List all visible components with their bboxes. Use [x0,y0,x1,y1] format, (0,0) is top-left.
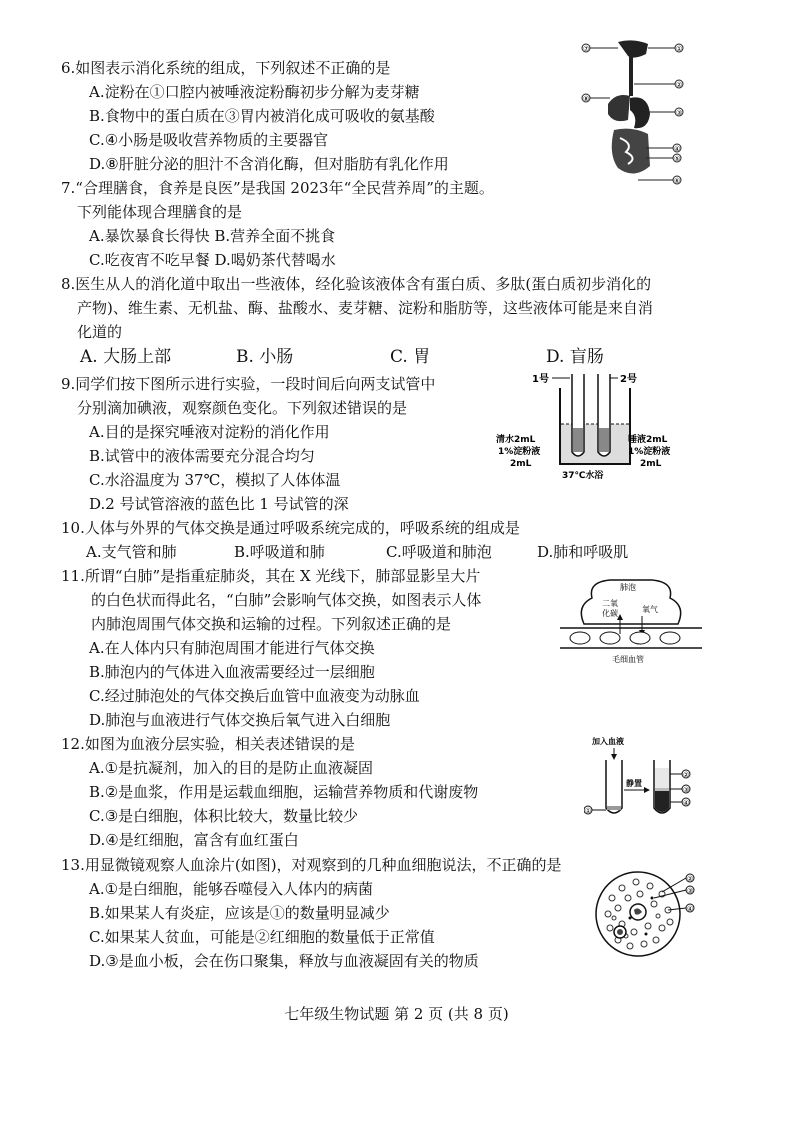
q6-stem: 6.如图表示消化系统的组成，下列叙述不正确的是 [61,59,391,77]
q12-option-d: D.④是红细胞，富含有血红蛋白 [89,831,299,849]
q6-option-d: D.⑧肝脏分泌的胆汁不含消化酶，但对脂肪有乳化作用 [89,155,449,173]
tube2-contents-volume: 2mL [640,459,662,469]
tube2-contents-starch: 1%淀粉液 [628,447,671,457]
q8-stem-line3: 化道的 [77,323,123,341]
capillary-label: 毛细血管 [612,655,644,664]
digestive-label-5: ⑤ [674,155,681,163]
q11-option-d: D.肺泡与血液进行气体交换后氧气进入白细胞 [89,711,391,729]
q6-option-b: B.食物中的蛋白质在③胃内被消化成可吸收的氨基酸 [89,107,435,125]
digestive-label-4: ④ [674,145,681,153]
q13-option-a: A.①是白细胞，能够吞噬侵入人体内的病菌 [89,880,374,898]
smear-label-2: ② [687,875,694,883]
q9-stem-line2: 分别滴加碘液，观察颜色变化。下列叙述错误的是 [77,399,408,417]
tube1-contents-starch: 1%淀粉液 [498,447,541,457]
test-tube-experiment-figure [496,368,688,486]
alveolus-label: 肺泡 [620,583,636,592]
q9-option-b: B.试管中的液体需要充分混合均匀 [89,447,315,465]
tube2-contents-saliva: 唾液2mL [628,435,668,445]
q11-stem-line1: 11.所谓“白肺”是指重症肺炎，其在 X 光线下，肺部显影呈大片 [61,567,481,585]
q12-option-b: B.②是血浆，作用是运载血细胞，运输营养物质和代谢废物 [89,783,479,801]
q8-option-a: A. 大肠上部 [80,347,172,367]
q9-option-c: C.水浴温度为 37℃，模拟了人体体温 [89,471,341,489]
blood-layering-figure [584,734,696,820]
q13-stem: 13.用显微镜观察人血涂片(如图)，对观察到的几种血细胞说法，不正确的是 [61,856,562,874]
co2-label-line1: 二氧 [602,599,618,608]
page-footer: 七年级生物试题 第 2 页 (共 8 页) [284,1005,509,1023]
q11-stem-line3: 内肺泡周围气体交换和运输的过程。下列叙述正确的是 [91,615,452,633]
digestive-label-8: ⑧ [583,95,590,103]
add-blood-label: 加入血液 [592,737,624,746]
q7-options-ab: A.暴饮暴食长得快 B.营养全面不挑食 [89,227,336,245]
q8-option-b: B. 小肠 [236,347,294,367]
smear-label-4: ④ [687,905,694,913]
q7-stem-line1: 7.“合理膳食，食养是良医”是我国 2023年“全民营养周”的主题。 [61,179,494,197]
q6-option-a: A.淀粉在①口腔内被唾液淀粉酶初步分解为麦芽糖 [89,83,420,101]
let-stand-label: 静置 [626,779,642,788]
digestive-system-figure [578,34,690,192]
alveolus-gas-exchange-figure [558,576,704,666]
blood-label-3: ③ [683,786,690,794]
tube2-label: 2号 [620,374,637,385]
q10-option-c: C.呼吸道和肺泡 [386,543,492,561]
digestive-label-6: ⑥ [674,177,681,185]
q11-option-a: A.在人体内只有肺泡周围才能进行气体交换 [89,639,375,657]
digestive-label-1: ① [676,45,683,53]
blood-label-1: ① [585,807,592,815]
q7-options-cd: C.吃夜宵不吃早餐 D.喝奶茶代替喝水 [89,251,336,269]
tube1-contents-volume: 2mL [510,459,532,469]
q10-option-d: D.肺和呼吸肌 [537,543,629,561]
q11-stem-line2: 的白色状而得此名，“白肺”会影响气体交换，如图表示人体 [91,591,482,609]
q12-stem: 12.如图为血液分层实验，相关表述错误的是 [61,735,355,753]
blood-smear-figure [592,868,700,960]
q9-option-a: A.目的是探究唾液对淀粉的消化作用 [89,423,330,441]
q8-stem-line1: 8.医生从人的消化道中取出一些液体，经化验该液体含有蛋白质、多肽(蛋白质初步消化的 [61,275,652,293]
digestive-label-2: ② [676,81,683,89]
q13-option-c: C.如果某人贫血，可能是②红细胞的数量低于正常值 [89,928,435,946]
digestive-label-7: ⑦ [583,45,590,53]
digestive-label-3: ③ [676,109,683,117]
blood-label-2: ② [683,771,690,779]
q10-option-a: A.支气管和肺 [86,543,177,561]
q8-stem-line2: 产物)、维生素、无机盐、酶、盐酸水、麦芽糖、淀粉和脂肪等，这些液体可能是来自消 [77,299,653,317]
q12-option-c: C.③是白细胞，体积比较大，数量比较少 [89,807,359,825]
q8-option-d: D. 盲肠 [546,347,604,367]
q13-option-d: D.③是血小板，会在伤口聚集，释放与血液凝固有关的物质 [89,952,479,970]
blood-label-4: ④ [683,799,690,807]
co2-label-line2: 化碳 [602,609,618,618]
q10-stem: 10.人体与外界的气体交换是通过呼吸系统完成的，呼吸系统的组成是 [61,519,520,537]
tube1-label: 1号 [532,374,549,385]
water-bath-label: 37℃水浴 [562,471,604,481]
q8-option-c: C. 胃 [390,347,431,367]
q9-option-d: D.2 号试管溶液的蓝色比 1 号试管的深 [89,495,349,513]
q9-stem-line1: 9.同学们按下图所示进行实验，一段时间后向两支试管中 [61,375,436,393]
tube1-contents-water: 清水2mL [496,435,536,445]
q13-option-b: B.如果某人有炎症，应该是①的数量明显减少 [89,904,390,922]
q10-option-b: B.呼吸道和肺 [234,543,325,561]
q6-option-c: C.④小肠是吸收营养物质的主要器官 [89,131,329,149]
q12-option-a: A.①是抗凝剂，加入的目的是防止血液凝固 [89,759,374,777]
o2-label: 氧气 [642,605,658,614]
q7-stem-line2: 下列能体现合理膳食的是 [77,203,243,221]
q11-option-b: B.肺泡内的气体进入血液需要经过一层细胞 [89,663,375,681]
smear-label-3: ③ [687,887,694,895]
q11-option-c: C.经过肺泡处的气体交换后血管中血液变为动脉血 [89,687,420,705]
